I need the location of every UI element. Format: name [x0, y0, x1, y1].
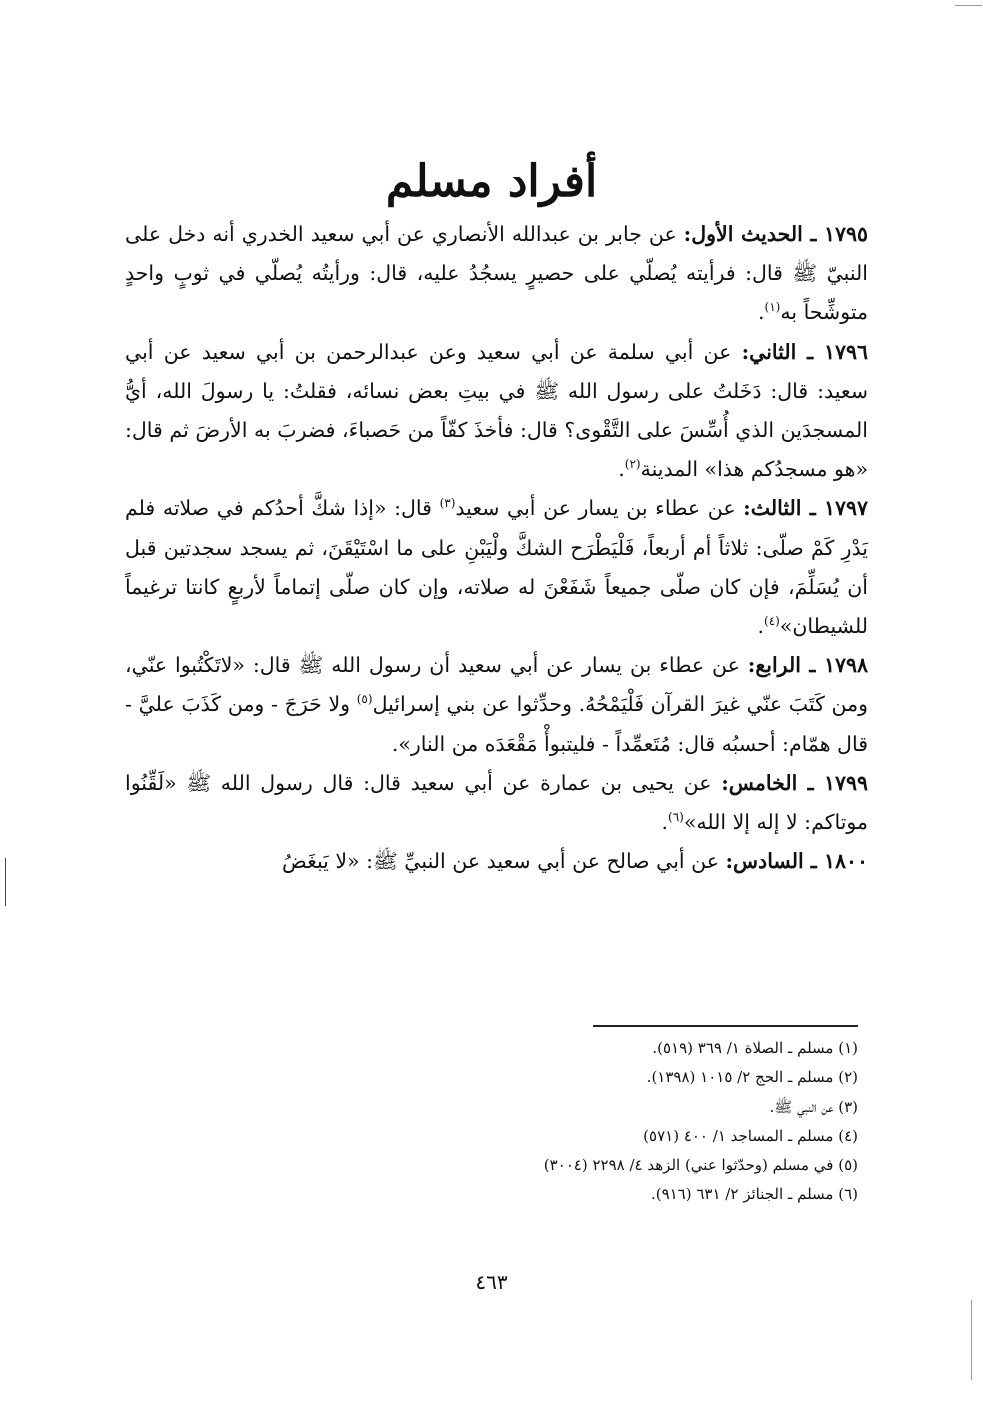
hadith-text-continued: قال: «إذا شكَّ أحدُكم في صلاته فلم يَدْرِ كَمْ صلّى: ثلاثاً أم أربعاً، فَلْيَطْرَح الشكَّ ولْيَبْنِ على ما اسْتَيْقَنَ، ثم يسجد سجدتين قبل أن يُسَلِّمَ، فإن كان صلّى جميعاً شَفَعْنَ له صلاته، وإن كان صلّى إتماماً لأربعٍ كانتا ترغيماً للشيطان» [125, 496, 868, 639]
hadith-label: ١٧٩٥ ـ الحديث الأول: [683, 222, 869, 246]
footnote-divider [593, 1025, 858, 1027]
hadith-1800 [125, 842, 868, 881]
hadith-text: عن يحيى بن عمارة عن أبي سعيد قال: قال رسول الله ﷺ «لَقِّنُوا موتاكم: لا إله إلا الله» [125, 770, 868, 835]
hadith-text: عن جابر بن عبدالله الأنصاري عن أبي سعيد الخدري أنه دخل على النبيّ ﷺ قال: فرأيته يُصلّي على حصيرٍ يسجُدُ عليه، قال: ورأيتُه يُصلّي في ثوبٍ واحدٍ متوشِّحاً به [125, 222, 868, 325]
hadith-label: ١٧٩٦ ـ الثاني: [741, 339, 868, 364]
scan-margin-mark [5, 858, 6, 906]
hadith-label: ١٧٩٨ ـ الرابع: [747, 653, 868, 678]
hadith-label: ١٧٩٧ ـ الثالث: [743, 496, 868, 521]
footnote-ref: (١) [764, 300, 781, 315]
hadith-label: ١٧٩٩ ـ الخامس: [721, 770, 868, 795]
chapter-title: أفراد مسلم [385, 156, 598, 207]
footnote-ref: (٦) [668, 810, 684, 825]
hadith-tail: . [618, 457, 625, 482]
hadith-tail: . [757, 614, 764, 639]
hadith-body [125, 215, 868, 881]
footnote-5: (٥) في مسلم (وحدّثوا عني) الزهد ٤/ ٢٢٩٨ (٣٠٠٤) [543, 1156, 858, 1175]
footnote-2: (٢) مسلم ـ الحج ٢/ ١٠١٥ (١٣٩٨). [646, 1068, 858, 1087]
footnote-3: (٣) عن النبي ﷺ. [769, 1097, 858, 1116]
page-number: ٤٦٣ [475, 1270, 508, 1294]
hadith-tail: . [661, 810, 668, 835]
hadith-tail: ولا حَرَجَ - ومن كَذَبَ عليَّ - قال همّام: أحسبُه قال: مُتَعمِّداً - فليتبوأْ مَقْعَدَه من النار». [125, 692, 868, 756]
footnote-4: (٤) مسلم ـ المساجد ١/ ٤٠٠ (٥٧١) [643, 1126, 858, 1145]
hadith-text: عن عطاء بن يسار عن أبي سعيد أن رسول الله ﷺ قال: «لاتَكْتُبوا عنّي، ومن كَتَبَ عنّي غيرَ القرآن فَلْيَمْحُهُ. وحدِّثوا عن بني إسرائيل [125, 653, 869, 717]
footnote-ref: (٤) [764, 614, 780, 629]
hadith-label: ١٨٠٠ ـ السادس: [725, 849, 868, 874]
hadith-1796 [125, 333, 868, 490]
hadith-text: عن أبي سلمة عن أبي سعيد وعن عبدالرحمن بن أبي سعيد عن أبي سعيد: قال: دَخَلتُ على رسول الله ﷺ في بيتِ بعض نسائه، فقلتُ: يا رسولَ الله، أيُّ المسجدَين الذي أُسِّسَ على التَّقْوى؟ قال: فأخذَ كفّاً من حَصباءَ، فضربَ به الأرضَ ثم قال: «هو مسجدُكم هذا» المدينة [125, 339, 868, 482]
scan-margin-mark [971, 1300, 972, 1380]
scan-margin-mark [955, 5, 982, 6]
hadith-text: عن أبي صالح عن أبي سعيد عن النبيِّ ﷺ: «لا يَبغَضُ [281, 849, 726, 874]
hadith-1795 [125, 215, 868, 333]
hadith-text: عن عطاء بن يسار عن أبي سعيد [455, 496, 744, 521]
footnote-6: (٦) مسلم ـ الجنائز ٢/ ٦٣١ (٩١٦). [650, 1185, 858, 1204]
hadith-tail: . [758, 300, 765, 325]
hadith-1798 [125, 646, 868, 764]
hadith-1799 [125, 764, 868, 842]
footnote-ref: (٢) [624, 457, 641, 472]
footnote-ref: (٣) [439, 496, 456, 511]
footnote-1: (١) مسلم ـ الصلاة ١/ ٣٦٩ (٥١٩). [652, 1039, 858, 1057]
footnotes [338, 1034, 858, 1210]
footnote-ref: (٥) [356, 692, 373, 707]
hadith-1797 [125, 489, 868, 646]
